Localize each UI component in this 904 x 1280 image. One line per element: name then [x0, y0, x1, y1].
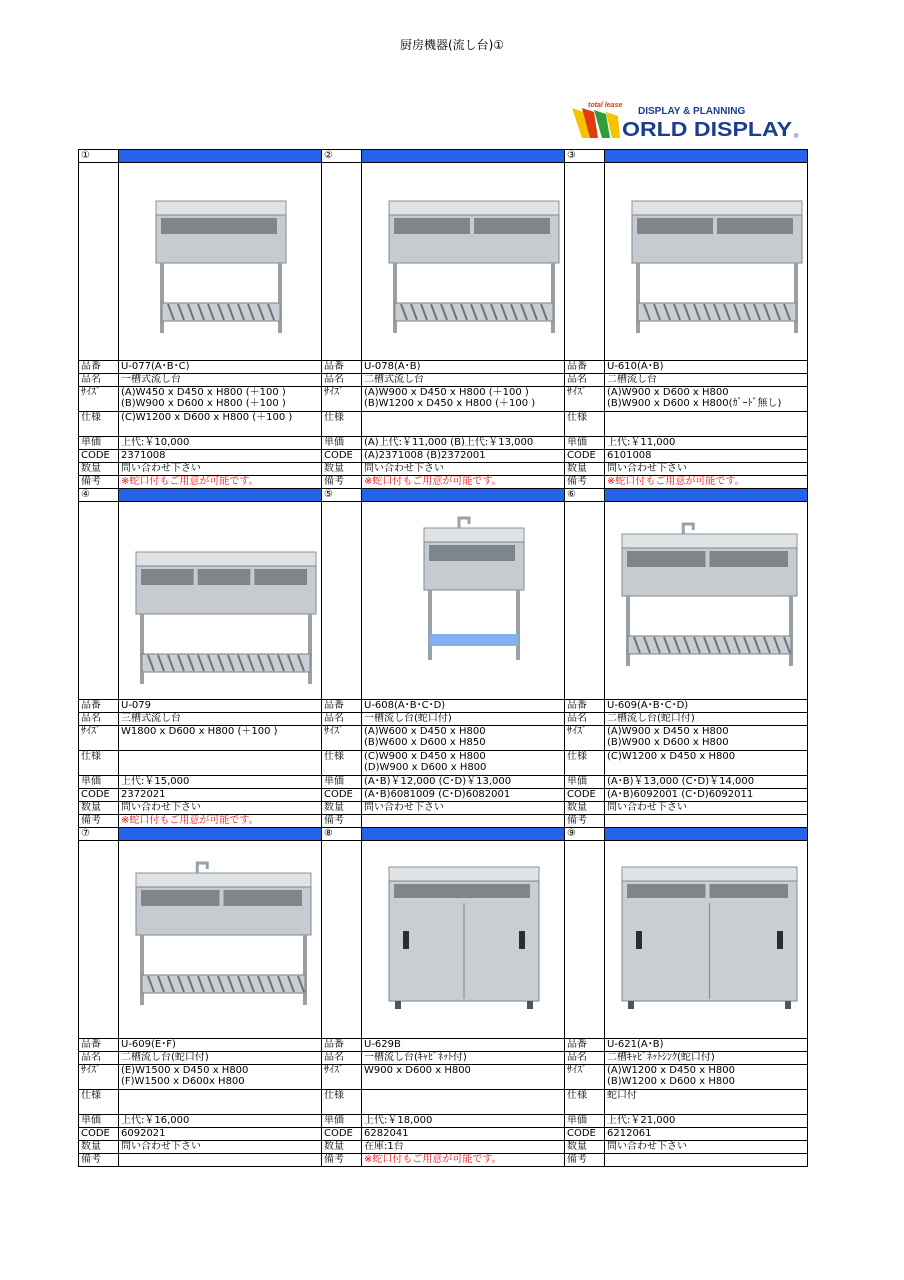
header-bar: [119, 489, 322, 502]
product-photo: [605, 502, 808, 700]
note: ※蛇口付もご用意が可能です。: [362, 476, 565, 489]
label-name: 品名: [565, 713, 605, 726]
header-bar: [119, 150, 322, 163]
size-line: (A)W900 x D450 x H800: [607, 726, 729, 737]
product-name: 一槽流し台(ｷｬﾋﾞﾈｯﾄ付): [362, 1052, 565, 1065]
size-line: [364, 1076, 562, 1087]
label-part-no: 品番: [565, 700, 605, 713]
logo-graphic: [568, 98, 808, 142]
label-part-no: 品番: [79, 1039, 119, 1052]
spec-line: [121, 1101, 319, 1112]
logo-total-lease: total lease: [588, 102, 623, 109]
code: 6092021: [119, 1128, 322, 1141]
label-price: 単価: [79, 776, 119, 789]
product-photo: [362, 502, 565, 700]
product-photo: [605, 841, 808, 1039]
part-number: U-077(A･B･C): [119, 361, 322, 374]
size-line: (A)W450 x D450 x H800 (＋100 ): [121, 387, 286, 398]
quantity: 問い合わせ下さい: [605, 463, 808, 476]
product-name: 二槽式流し台: [362, 374, 565, 387]
size-values: [362, 1065, 565, 1090]
part-number: U-608(A･B･C･D): [362, 700, 565, 713]
code: (A･B)6081009 (C･D)6082001: [362, 789, 565, 802]
label-note: 備考: [79, 1154, 119, 1167]
label-qty: 数量: [565, 1141, 605, 1154]
label-part-no: 品番: [79, 700, 119, 713]
price: 上代:￥18,000: [362, 1115, 565, 1128]
part-number: U-609(E･F): [119, 1039, 322, 1052]
price: (A)上代:￥11,000 (B)上代:￥13,000: [362, 437, 565, 450]
note: ※蛇口付もご用意が可能です。: [119, 815, 322, 828]
product-name: 二槽流し台: [605, 374, 808, 387]
price: (A･B)￥12,000 (C･D)￥13,000: [362, 776, 565, 789]
size-values: [362, 387, 565, 412]
label-qty: 数量: [565, 802, 605, 815]
image-label-spacer: [565, 841, 605, 1039]
image-label-spacer: [79, 841, 119, 1039]
size-line: (F)W1500 x D600x H800: [121, 1076, 245, 1087]
spec-values: [605, 412, 808, 437]
spec-values: [119, 1090, 322, 1115]
label-code: CODE: [322, 450, 362, 463]
product-name: 一槽式流し台: [119, 374, 322, 387]
size-values: [119, 387, 322, 412]
label-note: 備考: [322, 1154, 362, 1167]
label-name: 品名: [565, 1052, 605, 1065]
spec-line: [364, 423, 562, 434]
spec-values: [605, 1090, 808, 1115]
note: ※蛇口付もご用意が可能です。: [605, 476, 808, 489]
product-number: ⑤: [322, 489, 362, 502]
image-label-spacer: [79, 163, 119, 361]
label-part-no: 品番: [322, 361, 362, 374]
label-spec: 仕様: [79, 751, 119, 776]
label-note: 備考: [322, 476, 362, 489]
header-bar: [605, 489, 808, 502]
label-part-no: 品番: [79, 361, 119, 374]
label-spec: 仕様: [565, 1090, 605, 1115]
label-note: 備考: [79, 815, 119, 828]
quantity: 問い合わせ下さい: [119, 463, 322, 476]
header-bar: [605, 828, 808, 841]
header-bar: [362, 828, 565, 841]
world-display-logo: [568, 98, 808, 142]
label-size: ｻｲｽﾞ: [565, 1065, 605, 1090]
label-price: 単価: [565, 776, 605, 789]
label-price: 単価: [322, 776, 362, 789]
label-size: ｻｲｽﾞ: [322, 726, 362, 751]
header-bar: [605, 150, 808, 163]
label-name: 品名: [322, 374, 362, 387]
quantity: 問い合わせ下さい: [605, 1141, 808, 1154]
note: [362, 815, 565, 828]
label-spec: 仕様: [79, 1090, 119, 1115]
spec-line: [364, 412, 562, 423]
part-number: U-610(A･B): [605, 361, 808, 374]
part-number: U-629B: [362, 1039, 565, 1052]
label-note: 備考: [565, 476, 605, 489]
label-qty: 数量: [79, 1141, 119, 1154]
size-values: [605, 387, 808, 412]
quantity: 問い合わせ下さい: [362, 463, 565, 476]
product-number: ①: [79, 150, 119, 163]
label-part-no: 品番: [565, 1039, 605, 1052]
label-name: 品名: [322, 713, 362, 726]
label-qty: 数量: [322, 1141, 362, 1154]
label-spec: 仕様: [79, 412, 119, 437]
quantity: 問い合わせ下さい: [605, 802, 808, 815]
part-number: U-621(A･B): [605, 1039, 808, 1052]
image-label-spacer: [322, 163, 362, 361]
label-size: ｻｲｽﾞ: [79, 387, 119, 412]
size-values: [605, 726, 808, 751]
label-part-no: 品番: [565, 361, 605, 374]
size-line: [121, 737, 319, 748]
label-price: 単価: [79, 1115, 119, 1128]
image-label-spacer: [322, 502, 362, 700]
label-note: 備考: [322, 815, 362, 828]
label-spec: 仕様: [322, 751, 362, 776]
size-line: W1800 x D600 x H800 (＋100 ): [121, 726, 278, 737]
label-spec: 仕様: [322, 412, 362, 437]
label-code: CODE: [79, 1128, 119, 1141]
product-name: 三槽式流し台: [119, 713, 322, 726]
label-code: CODE: [565, 450, 605, 463]
quantity: 在庫:1台: [362, 1141, 565, 1154]
logo-registered: ®: [794, 134, 799, 140]
price: 上代:￥11,000: [605, 437, 808, 450]
price: 上代:￥15,000: [119, 776, 322, 789]
size-line: (A)W1200 x D450 x H800: [607, 1065, 735, 1076]
price: 上代:￥16,000: [119, 1115, 322, 1128]
size-values: [119, 726, 322, 751]
product-number: ⑧: [322, 828, 362, 841]
size-line: (B)W1200 x D600 x H800: [607, 1076, 735, 1087]
label-size: ｻｲｽﾞ: [79, 726, 119, 751]
product-photo: [605, 163, 808, 361]
label-qty: 数量: [322, 463, 362, 476]
label-spec: 仕様: [322, 1090, 362, 1115]
note: ※蛇口付もご用意が可能です。: [362, 1154, 565, 1167]
label-name: 品名: [79, 374, 119, 387]
price: 上代:￥21,000: [605, 1115, 808, 1128]
label-qty: 数量: [79, 463, 119, 476]
spec-line: [121, 762, 319, 773]
spec-line: [121, 1090, 319, 1101]
code: (A･B)6092001 (C･D)6092011: [605, 789, 808, 802]
spec-line: [607, 423, 805, 434]
note: ※蛇口付もご用意が可能です。: [119, 476, 322, 489]
spec-line: (C)W900 x D450 x H800: [364, 751, 486, 762]
logo-brand: ORLD DISPLAY: [622, 119, 793, 141]
label-qty: 数量: [79, 802, 119, 815]
size-line: (A)W900 x D450 x H800 (＋100 ): [364, 387, 529, 398]
quantity: 問い合わせ下さい: [119, 1141, 322, 1154]
code: (A)2371008 (B)2372001: [362, 450, 565, 463]
size-values: [605, 1065, 808, 1090]
image-label-spacer: [79, 502, 119, 700]
label-qty: 数量: [322, 802, 362, 815]
label-name: 品名: [565, 374, 605, 387]
image-label-spacer: [565, 163, 605, 361]
image-label-spacer: [565, 502, 605, 700]
product-number: ⑦: [79, 828, 119, 841]
size-line: (B)W1200 x D450 x H800 (＋100 ): [364, 398, 536, 409]
product-name: 二槽流し台(蛇口付): [605, 713, 808, 726]
product-photo: [362, 841, 565, 1039]
label-name: 品名: [322, 1052, 362, 1065]
label-spec: 仕様: [565, 412, 605, 437]
label-size: ｻｲｽﾞ: [322, 387, 362, 412]
label-price: 単価: [322, 1115, 362, 1128]
product-name: 一槽流し台(蛇口付): [362, 713, 565, 726]
spec-values: [119, 412, 322, 437]
size-line: (A)W900 x D600 x H800: [607, 387, 729, 398]
label-note: 備考: [565, 815, 605, 828]
spec-line: [607, 412, 805, 423]
size-values: [362, 726, 565, 751]
code: 6101008: [605, 450, 808, 463]
spec-line: 蛇口付: [607, 1090, 637, 1101]
label-code: CODE: [79, 450, 119, 463]
quantity: 問い合わせ下さい: [362, 802, 565, 815]
size-line: (B)W600 x D600 x H850: [364, 737, 486, 748]
label-name: 品名: [79, 713, 119, 726]
note: [119, 1154, 322, 1167]
header-bar: [119, 828, 322, 841]
size-line: (B)W900 x D600 x H800(ｶﾞｰﾄﾞ無し): [607, 398, 782, 409]
product-photo: [362, 163, 565, 361]
size-values: [119, 1065, 322, 1090]
header-bar: [362, 150, 565, 163]
label-price: 単価: [322, 437, 362, 450]
spec-line: (D)W900 x D600 x H800: [364, 762, 487, 773]
price: (A･B)￥13,000 (C･D)￥14,000: [605, 776, 808, 789]
header-bar: [362, 489, 565, 502]
label-part-no: 品番: [322, 700, 362, 713]
part-number: U-079: [119, 700, 322, 713]
note: [605, 1154, 808, 1167]
product-grid: [78, 149, 808, 1167]
code: 2371008: [119, 450, 322, 463]
label-size: ｻｲｽﾞ: [565, 726, 605, 751]
quantity: 問い合わせ下さい: [119, 802, 322, 815]
price: 上代:￥10,000: [119, 437, 322, 450]
size-line: (E)W1500 x D450 x H800: [121, 1065, 249, 1076]
label-qty: 数量: [565, 463, 605, 476]
label-price: 単価: [565, 1115, 605, 1128]
note: [605, 815, 808, 828]
code: 2372021: [119, 789, 322, 802]
page-title: 厨房機器(流し台)①: [399, 38, 505, 52]
label-note: 備考: [565, 1154, 605, 1167]
product-photo: [119, 163, 322, 361]
label-code: CODE: [79, 789, 119, 802]
size-line: (A)W600 x D450 x H800: [364, 726, 486, 737]
label-size: ｻｲｽﾞ: [79, 1065, 119, 1090]
spec-line: [121, 751, 319, 762]
spec-line: [607, 762, 805, 773]
product-photo: [119, 502, 322, 700]
product-number: ⑨: [565, 828, 605, 841]
code: 6212061: [605, 1128, 808, 1141]
size-line: W900 x D600 x H800: [364, 1065, 471, 1076]
label-price: 単価: [79, 437, 119, 450]
label-code: CODE: [565, 789, 605, 802]
part-number: U-078(A･B): [362, 361, 565, 374]
product-number: ②: [322, 150, 362, 163]
label-size: ｻｲｽﾞ: [565, 387, 605, 412]
spec-line: [364, 1101, 562, 1112]
size-line: (B)W900 x D600 x H800: [607, 737, 729, 748]
part-number: U-609(A･B･C･D): [605, 700, 808, 713]
label-note: 備考: [79, 476, 119, 489]
product-name: 二槽流し台(蛇口付): [119, 1052, 322, 1065]
code: 6282041: [362, 1128, 565, 1141]
label-price: 単価: [565, 437, 605, 450]
size-line: (B)W900 x D600 x H800 (＋100 ): [121, 398, 286, 409]
spec-values: [362, 1090, 565, 1115]
spec-line: [607, 1101, 805, 1112]
label-code: CODE: [322, 1128, 362, 1141]
spec-values: [362, 412, 565, 437]
product-photo: [119, 841, 322, 1039]
label-code: CODE: [322, 789, 362, 802]
label-size: ｻｲｽﾞ: [322, 1065, 362, 1090]
product-number: ⑥: [565, 489, 605, 502]
label-spec: 仕様: [565, 751, 605, 776]
spec-values: [119, 751, 322, 776]
label-code: CODE: [565, 1128, 605, 1141]
spec-line: (C)W1200 x D450 x H800: [607, 751, 736, 762]
product-number: ③: [565, 150, 605, 163]
spec-line: [121, 423, 319, 434]
spec-line: [364, 1090, 562, 1101]
product-number: ④: [79, 489, 119, 502]
logo-tagline: DISPLAY & PLANNING: [638, 106, 746, 117]
spec-values: [362, 751, 565, 776]
spec-line: (C)W1200 x D600 x H800 (＋100 ): [121, 412, 293, 423]
spec-values: [605, 751, 808, 776]
product-name: 二槽ｷｬﾋﾞﾈｯﾄｼﾝｸ(蛇口付): [605, 1052, 808, 1065]
label-part-no: 品番: [322, 1039, 362, 1052]
label-name: 品名: [79, 1052, 119, 1065]
image-label-spacer: [322, 841, 362, 1039]
